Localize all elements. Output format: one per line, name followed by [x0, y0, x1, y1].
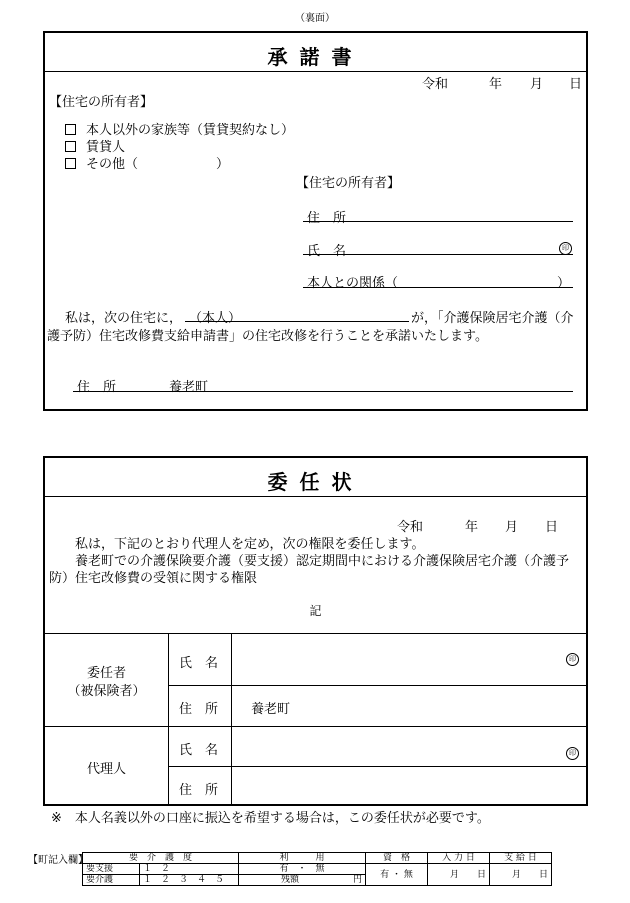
consent-body-1b: が，「介護保険居宅介護（介 [411, 311, 574, 326]
consent-body-1a: 私は，次の住宅に， [65, 311, 183, 326]
header-care-level: 要 介 護 度 [83, 853, 239, 864]
principal-label: 委任者 [86, 666, 126, 681]
agent-name-field[interactable] [232, 727, 587, 765]
relation-field[interactable] [303, 287, 573, 288]
agent-address-field[interactable] [232, 767, 587, 804]
proxy-date-era: 令和 [397, 520, 424, 535]
page-side-label: （裏面） [295, 13, 335, 24]
consent-title: 承諾書 [267, 45, 364, 69]
bottom-address-label: 住 所 [77, 380, 117, 395]
relation-label: 本人との関係（ [307, 276, 399, 291]
header-input-date: 入 力 日 [428, 853, 490, 864]
seal-icon: 印 [566, 747, 579, 760]
use-yes-no[interactable]: 有 ・ 無 [239, 864, 366, 875]
header-qualification: 資 格 [366, 853, 428, 864]
qualification-yes-no[interactable]: 有 ・ 無 [366, 864, 428, 886]
agent-name-label: 氏 名 [179, 743, 219, 758]
person-field[interactable] [185, 321, 409, 322]
checkbox[interactable] [65, 141, 76, 152]
proxy-text-2: 養老町での介護保険要介護（要支援）認定期間中における介護保険居宅介護（介護予 [75, 554, 570, 569]
owner-name-label: 氏 名 [307, 244, 347, 259]
owner-address-label: 住 所 [307, 211, 347, 226]
input-date[interactable]: 月 日 [428, 864, 490, 886]
consent-date-day: 日 [569, 77, 583, 92]
principal-address-value: 養老町 [251, 702, 291, 717]
pay-date[interactable]: 月 日 [490, 864, 552, 886]
proxy-note: ※ 本人名義以外の口座に振込を希望する場合は，この委任状が必要です。 [51, 811, 490, 826]
option-other[interactable]: その他（ ） [65, 153, 229, 172]
office-use-label: 【町記入欄】 [28, 855, 88, 866]
option-family[interactable]: 本人以外の家族等（賃貸契約なし） [65, 119, 294, 138]
owner-heading: 【住宅の所有者】 [49, 95, 154, 110]
consent-date-year: 年 [489, 77, 503, 92]
owner-name-field[interactable] [303, 254, 573, 255]
proxy-date-year: 年 [465, 520, 479, 535]
principal-sublabel: （被保険者） [67, 684, 146, 699]
support-label: 要支援 [83, 864, 140, 875]
checkbox[interactable] [65, 124, 76, 135]
option-landlord[interactable]: 賃貸人 [65, 136, 125, 155]
divider [45, 71, 586, 72]
bottom-address-value: 養老町 [169, 380, 209, 395]
agent-label: 代理人 [86, 762, 126, 777]
consent-body-2: 護予防）住宅改修費支給申請書」の住宅改修を行うことを承諾いたします。 [47, 329, 488, 344]
owner-address-field[interactable] [303, 221, 573, 222]
ki-mark: 記 [309, 604, 322, 618]
seal-icon: 印 [559, 242, 572, 255]
office-use-table [82, 852, 552, 886]
consent-date-month: 月 [530, 77, 544, 92]
bottom-address-field[interactable] [73, 391, 573, 392]
divider [45, 496, 586, 497]
principal-name-label: 氏 名 [179, 656, 219, 671]
proxy-text-3: 防）住宅改修費の受領に関する権限 [49, 571, 258, 586]
owner-heading-2: 【住宅の所有者】 [296, 176, 401, 191]
seal-icon: 印 [566, 653, 579, 666]
agent-address-label: 住 所 [179, 783, 219, 798]
header-pay-date: 支 給 日 [490, 853, 552, 864]
care-label: 要介護 [83, 875, 140, 886]
checkbox[interactable] [65, 158, 76, 169]
principal-address-label: 住 所 [179, 702, 219, 717]
header-use: 利 用 [239, 853, 366, 864]
principal-name-field[interactable] [232, 634, 587, 684]
proxy-date-day: 日 [545, 520, 559, 535]
support-levels[interactable]: １ ２ [140, 864, 239, 875]
consent-form [43, 31, 588, 411]
proxy-date-month: 月 [505, 520, 519, 535]
consent-body-person: （本人） [189, 311, 242, 326]
proxy-form [43, 456, 588, 806]
relation-close: ） [557, 276, 571, 291]
table-border [168, 633, 169, 804]
proxy-title: 委任状 [267, 470, 364, 494]
consent-date-era: 令和 [422, 77, 449, 92]
use-balance[interactable]: 残額 円 [239, 875, 366, 886]
proxy-text-1: 私は，下記のとおり代理人を定め，次の権限を委任します。 [75, 537, 425, 552]
care-levels[interactable]: １ ２ ３ ４ ５ [140, 875, 239, 886]
